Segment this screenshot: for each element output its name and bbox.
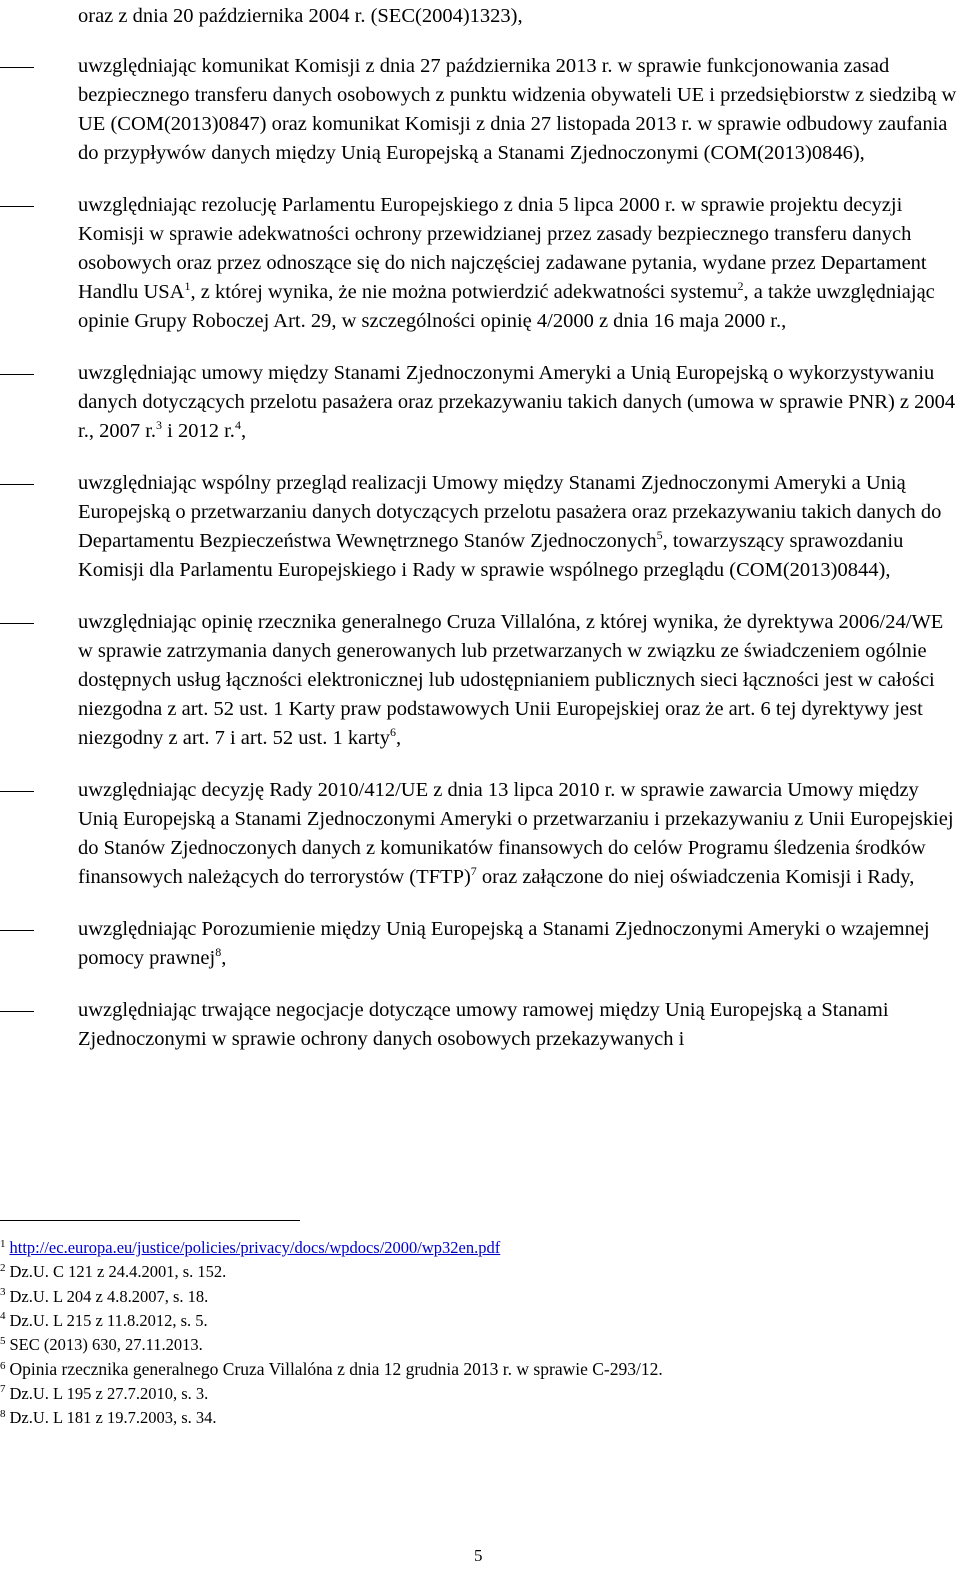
footnote-ref: 2 <box>737 279 744 294</box>
dash-bullet <box>0 374 34 375</box>
footnote <box>0 1406 940 1430</box>
dash-bullet <box>0 1011 34 1012</box>
footnote-text: Dz.U. L 204 z 4.8.2007, s. 18. <box>9 1286 209 1306</box>
recital-text-run: uwzględniając opinię rzecznika generalnego Cruza Villalóna, z której wynika, że dyrektywa 2006/24/WE w sprawie zatrzymania danych generowanych lub przetwarzanych w związku ze świadczeniem ogólnie dostępnych usług łączności elektronicznej lub udostępnianiem publicznych sieci łączności jest w całości niezgodna z art. 52 ust. 1 Karty praw podstawowych Unii Europejskiej oraz że art. 6 tej dyrektywy jest niezgodny z art. 7 i art. 52 ust. 1 karty <box>78 611 944 749</box>
recital-item <box>0 359 958 446</box>
footnote-number: 5 <box>0 1334 6 1347</box>
recital-text-run: uwzględniając umowy między Stanami Zjednoczonymi Ameryki a Unią Europejską o wykorzystywaniu danych dotyczących przelotu pasażera oraz przekazywaniu takich danych (umowa w sprawie PNR) z 2004 r., 2007 r. <box>78 362 956 442</box>
footnote-ref: 7 <box>470 864 477 879</box>
recital-text <box>78 608 958 753</box>
recital-text-run: , <box>240 420 247 442</box>
recital-text <box>78 191 958 336</box>
footnote-number: 6 <box>0 1359 6 1372</box>
recital-text-run: , <box>221 947 227 969</box>
footnote-text: Dz.U. L 215 z 11.8.2012, s. 5. <box>9 1310 208 1330</box>
recital-text-run: uwzględniając rezolucję Parlamentu Europejskiego z dnia 5 lipca 2000 r. w sprawie projektu decyzji Komisji w sprawie adekwatności ochrony przewidzianej przez zasady bezpiecznego transferu danych osobowych oraz przez odnoszące się do nich najczęściej zadawane pytania, wydane przez Departament Handlu USA <box>78 194 927 303</box>
recital-item <box>0 776 958 892</box>
recital-text-run: uwzględniając decyzję Rady 2010/412/UE z dnia 13 lipca 2010 r. w sprawie zawarcia Umowy między Unią Europejską a Stanami Zjednoczonymi Ameryki o przetwarzaniu i przekazywaniu z Unii Europejskiej do Stanów Zjednoczonych danych z komunikatów finansowych do celów Programu śledzenia środków finansowych należących do terrorystów (TFTP) <box>78 779 954 888</box>
intro-line: oraz z dnia 20 października 2004 r. (SEC(2004)1323), <box>78 5 523 27</box>
footnote-ref: 6 <box>389 725 396 740</box>
footnote-text: SEC (2013) 630, 27.11.2013. <box>9 1335 203 1355</box>
recital-text-run: uwzględniając wspólny przegląd realizacji Umowy między Stanami Zjednoczonymi Ameryki a Unią Europejską o przetwarzaniu danych dotyczących przelotu pasażera oraz przekazywaniu takich danych do Departamentu Bezpieczeństwa Wewnętrznego Stanów Zjednoczonych <box>78 472 942 552</box>
dash-bullet <box>0 67 34 68</box>
footnote <box>0 1309 940 1333</box>
footnote <box>0 1260 940 1284</box>
recital-text-run: , a także uwzględniając opinie Grupy Roboczej Art. 29, w szczególności opinię 4/2000 z dnia 16 maja 2000 r., <box>78 281 935 332</box>
page-number: 5 <box>474 1546 483 1565</box>
footnote-number: 1 <box>0 1237 6 1250</box>
recital-item <box>0 191 958 336</box>
dash-bullet <box>0 791 34 792</box>
footnote-ref: 8 <box>215 945 222 960</box>
recital-text-run: oraz załączone do niej oświadczenia Komisji i Rady, <box>476 866 915 888</box>
footnote-number: 2 <box>0 1261 6 1274</box>
recital-list <box>0 52 960 1077</box>
recital-text <box>78 359 958 446</box>
recital-item <box>0 52 958 168</box>
recital-text-run: i 2012 r. <box>162 420 235 442</box>
footnote <box>0 1285 940 1309</box>
recital-text-run: , <box>395 727 402 749</box>
footnote <box>0 1333 940 1357</box>
footnote-number: 8 <box>0 1407 6 1420</box>
recital-text <box>78 996 958 1054</box>
footnote-text: Dz.U. L 195 z 27.7.2010, s. 3. <box>9 1383 209 1403</box>
recital-item <box>0 608 958 753</box>
footnote <box>0 1382 940 1406</box>
recital-text <box>78 776 958 892</box>
footnote-text: Opinia rzecznika generalnego Cruza Villalóna z dnia 12 grudnia 2013 r. w sprawie C-293/12. <box>9 1359 663 1380</box>
recital-text <box>78 469 958 585</box>
footnote-ref: 3 <box>156 418 163 433</box>
footnote-list <box>0 1236 940 1430</box>
recital-text <box>78 915 958 973</box>
footnote-ref: 4 <box>234 418 241 433</box>
footnote-ref: 5 <box>656 528 663 543</box>
footnote-link[interactable]: http://ec.europa.eu/justice/policies/privacy/docs/wpdocs/2000/wp32en.pdf <box>9 1238 501 1257</box>
dash-bullet <box>0 206 34 207</box>
footnote-ref: 1 <box>184 279 191 294</box>
footnote-text: Dz.U. L 181 z 19.7.2003, s. 34. <box>9 1408 217 1428</box>
recital-text-run: uwzględniając trwające negocjacje dotyczące umowy ramowej między Unią Europejską a Stanami Zjednoczonymi w sprawie ochrony danych osobowych przekazywanych i <box>78 999 889 1050</box>
footnote-text: Dz.U. C 121 z 24.4.2001, s. 152. <box>9 1262 227 1282</box>
recital-text-run: , z której wynika, że nie można potwierdzić adekwatności systemu <box>190 281 738 303</box>
recital-item <box>0 915 958 973</box>
recital-text-run: , towarzyszący sprawozdaniu Komisji dla Parlamentu Europejskiego i Rady w sprawie wspólnego przeglądu (COM(2013)0844), <box>78 530 904 581</box>
footnote-number: 4 <box>0 1310 6 1323</box>
recital-item <box>0 469 958 585</box>
recital-text-run: uwzględniając komunikat Komisji z dnia 27 października 2013 r. w sprawie funkcjonowania zasad bezpiecznego transferu danych osobowych z punktu widzenia obywateli UE i przedsiębiorstw z siedzibą w UE (COM(2013)0847) oraz komunikat Komisji z dnia 27 listopada 2013 r. w sprawie odbudowy zaufania do przypływów danych między Unią Europejską a Stanami Zjednoczonymi (COM(2013)0846), <box>78 55 957 164</box>
footnote <box>0 1357 940 1381</box>
dash-bullet <box>0 484 34 485</box>
footnote <box>0 1236 940 1260</box>
recital-text <box>78 52 958 168</box>
dash-bullet <box>0 623 34 624</box>
recital-text-run: uwzględniając Porozumienie między Unią Europejską a Stanami Zjednoczonymi Ameryki o wzajemnej pomocy prawnej <box>78 918 930 969</box>
recital-item <box>0 996 958 1054</box>
footnote-number: 7 <box>0 1383 6 1396</box>
footnote-separator <box>0 1220 300 1221</box>
footnote-number: 3 <box>0 1286 6 1299</box>
dash-bullet <box>0 930 34 931</box>
